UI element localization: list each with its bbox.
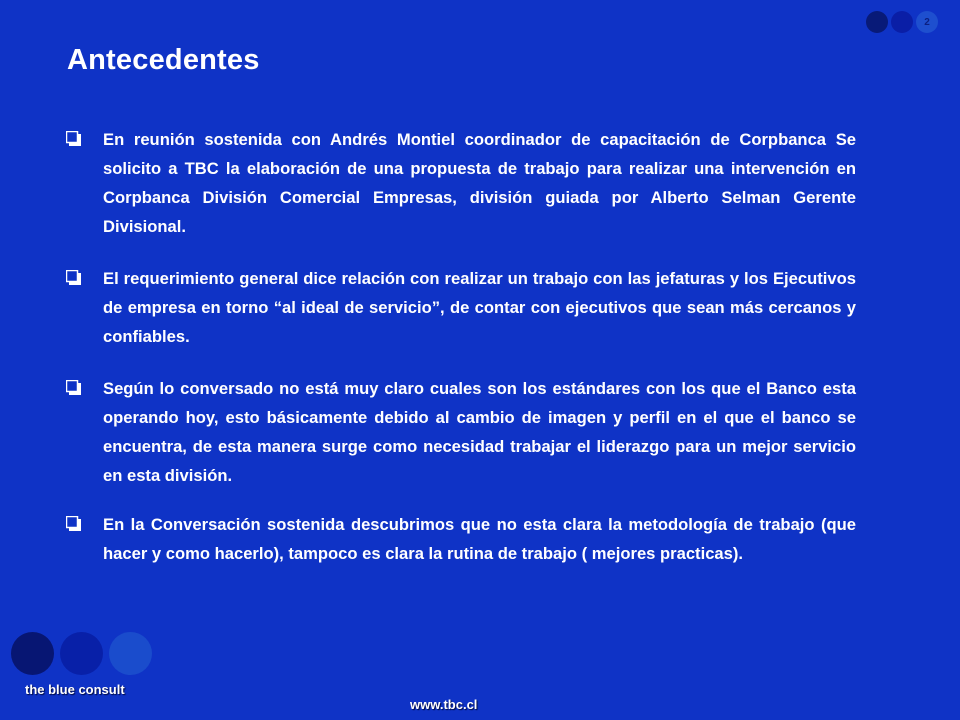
slide-title: Antecedentes xyxy=(67,44,260,76)
bullet-text: En la Conversación sostenida descubrimos que no esta clara la metodología de trabajo (que hacer y como hacerlo), tampoco es clara la rutina de trabajo ( mejores practicas). xyxy=(103,515,856,563)
checkbox-square-icon xyxy=(66,516,81,531)
decorative-dot xyxy=(891,11,913,33)
checkbox-square-icon xyxy=(66,270,81,285)
bullet-text: Según lo conversado no está muy claro cuales son los estándares con los que el Banco esta operando hoy, esto básicamente debido al cambio de imagen y perfil en el que el banco se encuentra, de esta manera surge como necesidad trabajar el liderazgo para un mejor servicio en esta división. xyxy=(103,379,856,485)
checkbox-square-icon xyxy=(66,131,81,146)
brand-name: the blue consult xyxy=(25,682,125,697)
decorative-dot xyxy=(866,11,888,33)
bullet-item xyxy=(66,125,856,241)
logo-circle xyxy=(60,632,103,675)
checkbox-square-icon xyxy=(66,380,81,395)
bullet-item xyxy=(66,510,856,568)
bullet-text: En reunión sostenida con Andrés Montiel coordinador de capacitación de Corpbanca Se solicito a TBC la elaboración de una propuesta de trabajo para realizar una intervención en Corpbanca División Comercial Empresas, división guiada por Alberto Selman Gerente Divisional. xyxy=(103,130,856,236)
logo-circle xyxy=(109,632,152,675)
logo-dots xyxy=(11,632,152,675)
bullet-text: El requerimiento general dice relación con realizar un trabajo con las jefaturas y los Ejecutivos de empresa en torno “al ideal de servicio”, de contar con ejecutivos que sean más cercanos y confiables. xyxy=(103,269,856,346)
logo-circle xyxy=(11,632,54,675)
bullet-item xyxy=(66,264,856,351)
bullet-item xyxy=(66,374,856,490)
page-indicator xyxy=(866,11,938,33)
page-number: 2 xyxy=(916,11,938,33)
website-url: www.tbc.cl xyxy=(410,697,478,712)
